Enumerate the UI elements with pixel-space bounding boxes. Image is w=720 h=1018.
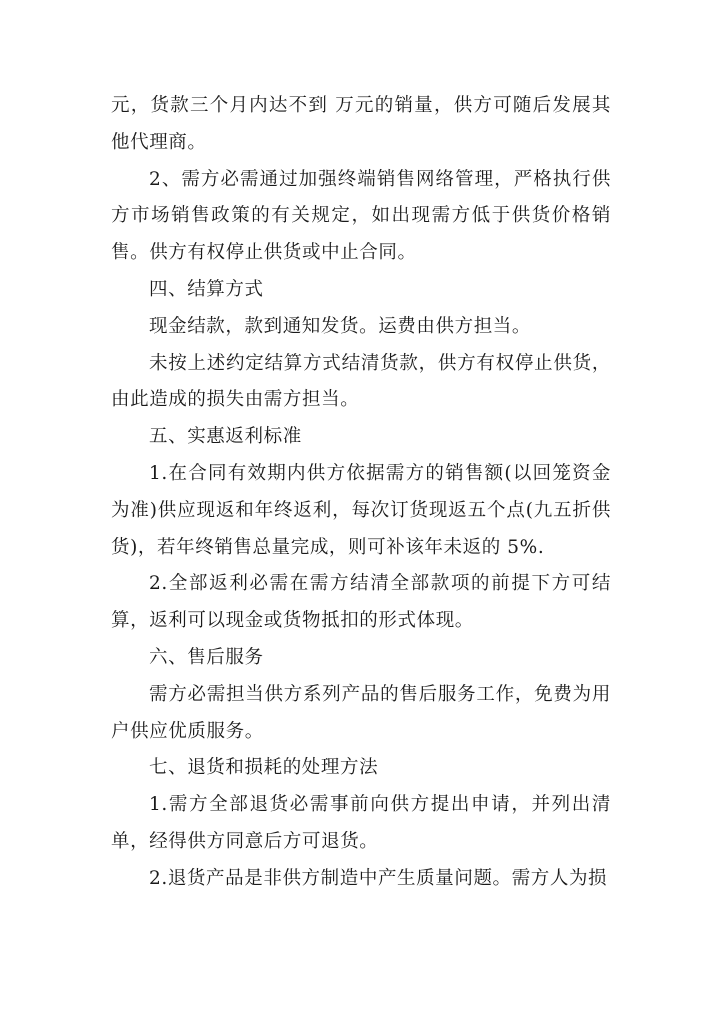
paragraph-rebate-1: 1.在合同有效期内供方依据需方的销售额(以回笼资金为准)供应现返和年终返利，每次订货现返五个点(九五折供货)，若年终销售总量完成，则可补该年未返的 5%. (111, 462, 611, 558)
paragraph-rebate-2: 2.全部返利必需在需方结清全部款项的前提下方可结算，返利可以现金或货物抵扣的形式体现。 (111, 573, 611, 632)
section-heading-settlement: 四、结算方式 (149, 278, 264, 300)
document-page (111, 88, 611, 898)
paragraph-cash-settlement: 现金结款，款到通知发货。运费由供方担当。 (149, 315, 532, 337)
section-heading-returns: 七、退货和损耗的处理方法 (149, 757, 379, 779)
paragraph-clause-2-sales-network: 2、需方必需通过加强终端销售网络管理，严格执行供方市场销售政策的有关规定，如出现需方低于供货价格销售。供方有权停止供货或中止合同。 (111, 168, 611, 264)
paragraph-continuation: 元，货款三个月内达不到 万元的销量，供方可随后发展其他代理商。 (111, 95, 611, 153)
paragraph-after-sales: 需方必需担当供方系列产品的售后服务工作，免费为用户供应优质服务。 (111, 683, 611, 742)
section-heading-after-sales: 六、售后服务 (149, 646, 264, 668)
paragraph-unpaid-consequence: 未按上述约定结算方式结清货款，供方有权停止供货，由此造成的损失由需方担当。 (111, 352, 611, 411)
section-heading-rebate: 五、实惠返利标准 (149, 426, 302, 448)
paragraph-returns-1: 1.需方全部退货必需事前向供方提出申请，并列出清单，经得供方同意后方可退货。 (111, 794, 611, 852)
paragraph-returns-2: 2.退货产品是非供方制造中产生质量问题。需方人为损 (149, 867, 608, 889)
